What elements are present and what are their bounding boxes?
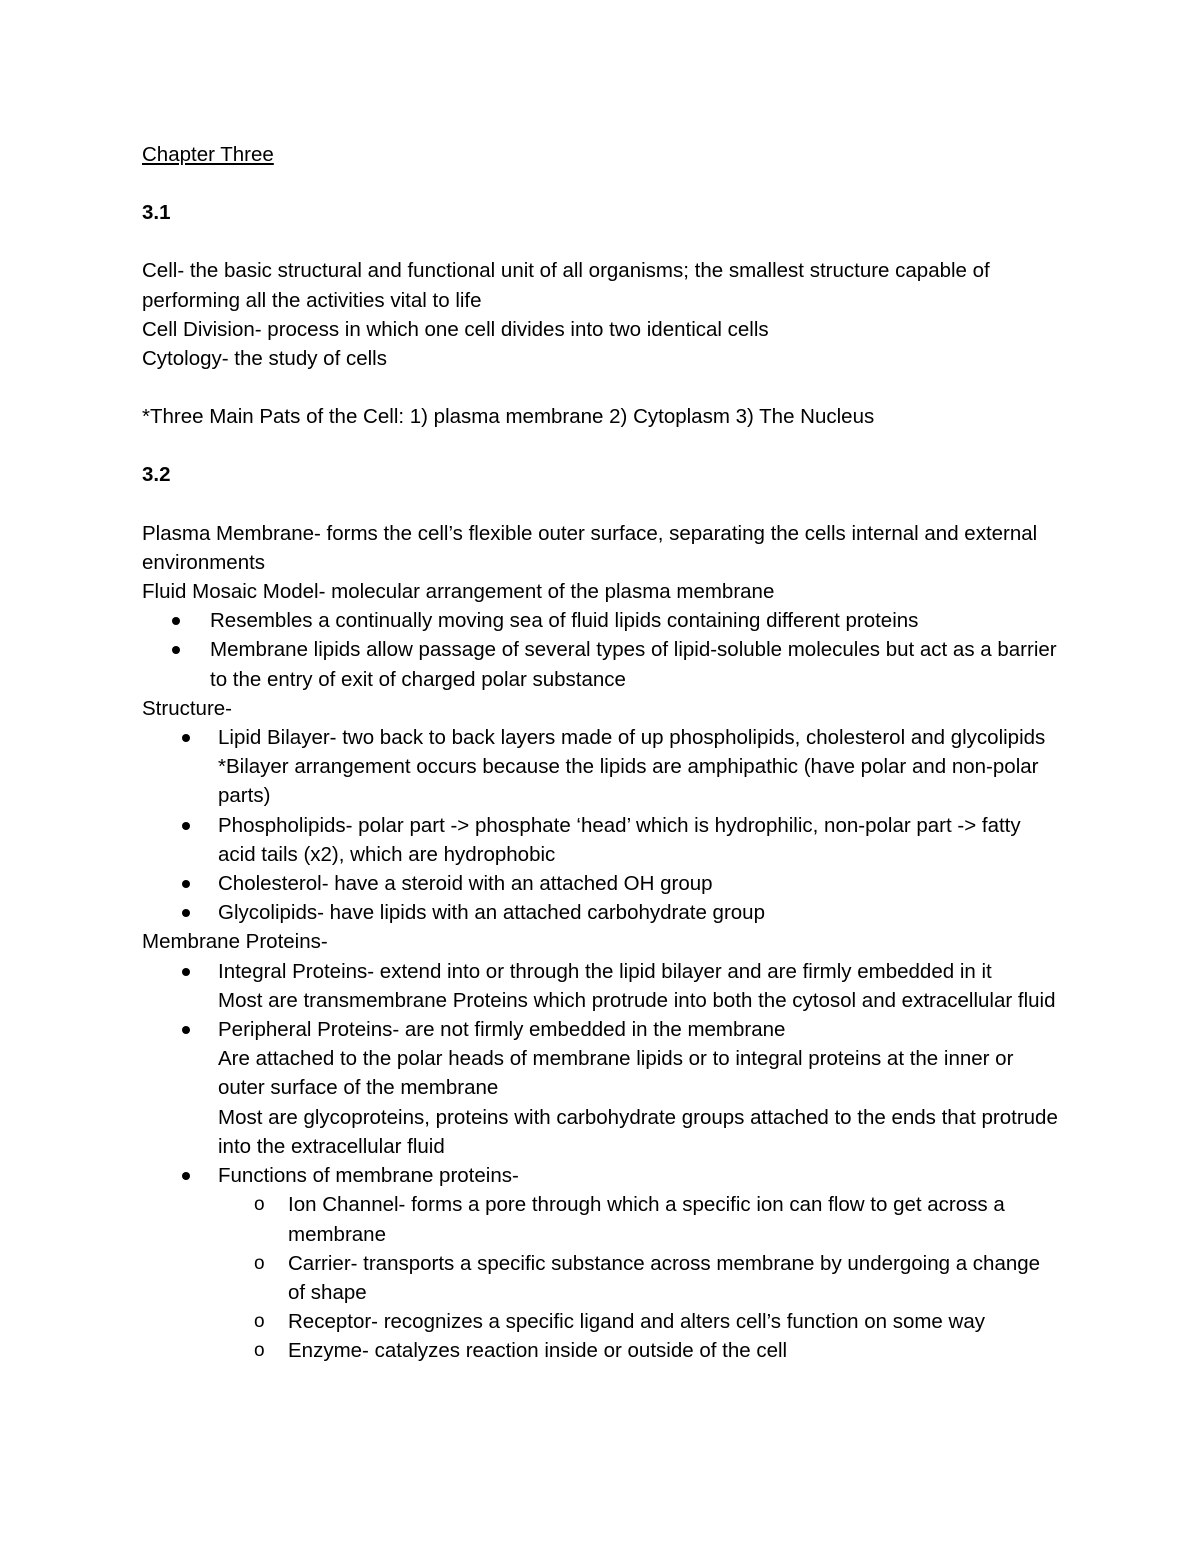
- structure-list: [142, 723, 1062, 927]
- list-item-functions: [142, 1161, 1062, 1365]
- circle-bullet-icon: o: [254, 1311, 265, 1333]
- sublist-item-carrier: [142, 1249, 1062, 1307]
- list-item-text: Peripheral Proteins- are not firmly embedded in the membrane: [218, 1018, 786, 1042]
- note-three-main-parts: *Three Main Pats of the Cell: 1) plasma membrane 2) Cytoplasm 3) The Nucleus: [142, 405, 875, 429]
- circle-bullet-icon: o: [254, 1252, 265, 1274]
- sublist-item-enzyme: [142, 1336, 1062, 1365]
- list-item-text: Membrane lipids allow passage of several types of lipid-soluble molecules but act as a barrier to the entry of exit of charged polar substance: [210, 638, 1057, 691]
- functions-sublist: [142, 1190, 1062, 1365]
- sublist-item-ion-channel: [142, 1190, 1062, 1248]
- list-item: [142, 635, 1062, 693]
- list-item-cholesterol: [142, 869, 1062, 898]
- list-item-text: Glycolipids- have lipids with an attached carbohydrate group: [218, 901, 765, 925]
- sublist-item-text: Enzyme- catalyzes reaction inside or outside of the cell: [288, 1339, 788, 1363]
- list-item-continuation: Are attached to the polar heads of membrane lipids or to integral proteins at the inner or outer surface of the membrane: [218, 1047, 1014, 1100]
- definition-fluid-mosaic-model: Fluid Mosaic Model- molecular arrangement of the plasma membrane: [142, 580, 775, 604]
- sublist-item-text: Receptor- recognizes a specific ligand and alters cell’s function on some way: [288, 1310, 985, 1334]
- list-item-note: *Bilayer arrangement occurs because the lipids are amphipathic (have polar and non-polar parts): [218, 755, 1039, 808]
- bullet-icon: [182, 822, 190, 830]
- bullet-icon: [182, 1172, 190, 1180]
- bullet-icon: [182, 909, 190, 917]
- circle-bullet-icon: o: [254, 1194, 265, 1216]
- chapter-title: Chapter Three: [142, 143, 274, 166]
- fluid-mosaic-list: [142, 606, 1062, 694]
- list-item-continuation: Most are glycoproteins, proteins with carbohydrate groups attached to the ends that protrude into the extracellular fluid: [218, 1105, 1058, 1158]
- definition-cell: Cell- the basic structural and functional unit of all organisms; the smallest structure capable of performing all the activities vital to life: [142, 259, 990, 312]
- bullet-icon: [182, 880, 190, 888]
- definition-plasma-membrane: Plasma Membrane- forms the cell’s flexible outer surface, separating the cells internal and external environments: [142, 521, 1038, 574]
- definition-cell-division: Cell Division- process in which one cell divides into two identical cells: [142, 317, 769, 341]
- list-item-text: Cholesterol- have a steroid with an attached OH group: [218, 872, 713, 896]
- list-item-peripheral-proteins: [142, 1015, 1062, 1161]
- bullet-icon: [172, 617, 180, 625]
- list-item-lipid-bilayer: [142, 723, 1062, 811]
- document-page: [142, 140, 1062, 1366]
- bullet-icon: [182, 1026, 190, 1034]
- list-item-phospholipids: [142, 811, 1062, 869]
- section-heading-3-2: 3.2: [142, 463, 171, 487]
- list-item-continuation: Most are transmembrane Proteins which protrude into both the cytosol and extracellular fluid: [218, 988, 1056, 1012]
- sublist-item-receptor: [142, 1307, 1062, 1336]
- bullet-icon: [182, 968, 190, 976]
- membrane-proteins-label: Membrane Proteins-: [142, 930, 328, 954]
- list-item-text: Resembles a continually moving sea of fluid lipids containing different proteins: [210, 609, 919, 633]
- membrane-proteins-list: [142, 957, 1062, 1366]
- section-heading-3-1: 3.1: [142, 201, 171, 225]
- bullet-icon: [172, 646, 180, 654]
- list-item-text: Phospholipids- polar part -> phosphate ‘head’ which is hydrophilic, non-polar part -> fatty acid tails (x2), which are hydrophobic: [218, 813, 1021, 866]
- list-item-glycolipids: [142, 898, 1062, 927]
- list-item-integral-proteins: [142, 957, 1062, 1015]
- structure-label: Structure-: [142, 696, 232, 720]
- list-item-text: Lipid Bilayer- two back to back layers made of up phospholipids, cholesterol and glycolipids: [218, 726, 1046, 750]
- bullet-icon: [182, 734, 190, 742]
- list-item-text: Functions of membrane proteins-: [218, 1164, 519, 1188]
- sublist-item-text: Ion Channel- forms a pore through which a specific ion can flow to get across a membrane: [288, 1193, 1005, 1246]
- list-item-text: Integral Proteins- extend into or through the lipid bilayer and are firmly embedded in it: [218, 959, 992, 983]
- definition-cytology: Cytology- the study of cells: [142, 347, 387, 371]
- sublist-item-text: Carrier- transports a specific substance across membrane by undergoing a change of shape: [288, 1251, 1041, 1304]
- circle-bullet-icon: o: [254, 1340, 265, 1362]
- list-item: [142, 606, 1062, 635]
